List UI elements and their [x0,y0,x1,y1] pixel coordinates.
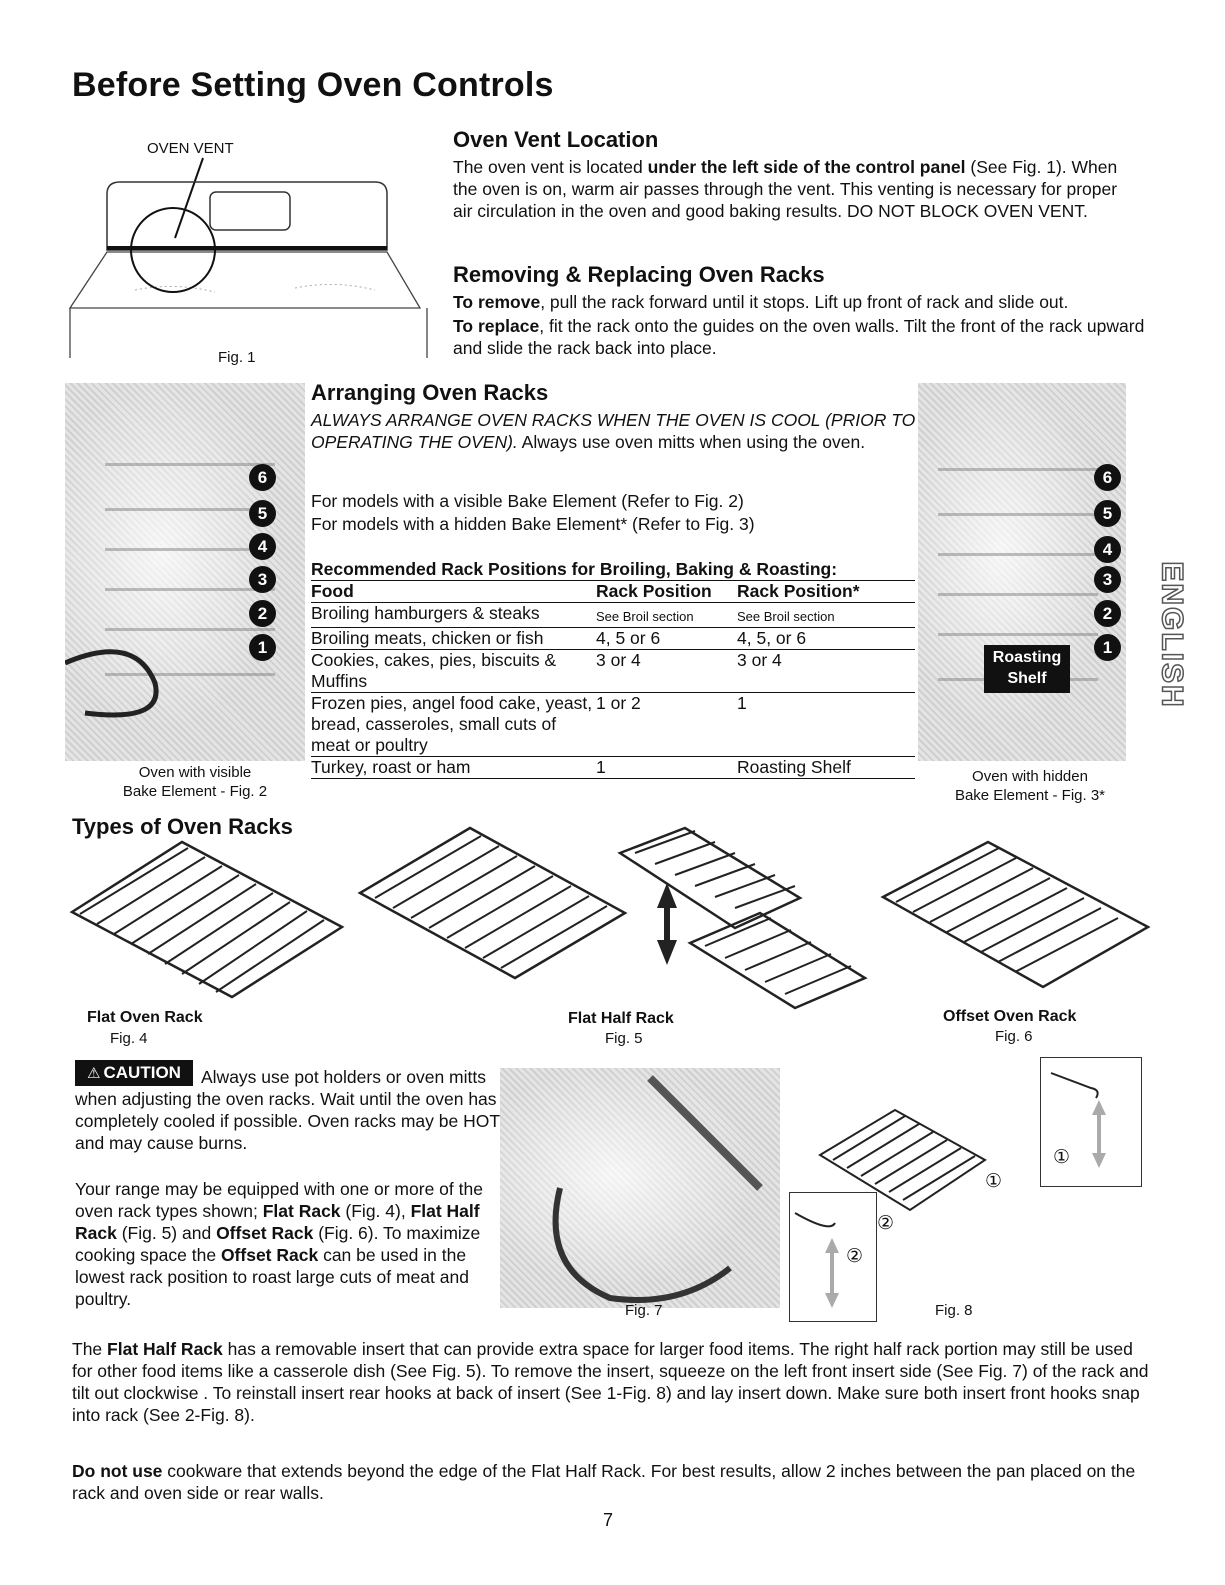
header-rack-position-hidden: Rack Position* [737,581,860,601]
remove-paragraph [453,291,1153,313]
header-rack-position: Rack Position [596,581,712,601]
arranging-heading: Arranging Oven Racks [311,380,549,405]
fig3-rack-6: 6 [1094,464,1121,491]
remove-text: , pull the rack forward until it stops. Lift up front of rack and slide out. [540,292,1069,312]
fig4-caption: Fig. 4 [110,1030,148,1047]
fig2-caption: Oven with visible Bake Element - Fig. 2 [122,764,268,800]
fig3-rack-5: 5 [1094,500,1121,527]
fig1-oven-vent-drawing [65,130,430,370]
fig8-marker-2: ② [846,1246,864,1267]
fig5-caption: Fig. 5 [605,1030,643,1047]
half-rack-paragraph: The Flat Half Rack has a removable insert that can provide extra space for larger food items. The right half rack portion may still be used for other food items like a casserole dish (See Fig. 5). To remove the insert, squeeze on the left front insert side (See Fig. 7) of the rack and tilt out clockwise . To reinstall insert rear hooks at back of insert (See 1-Fig. 8) and lay insert down. Make sure both insert front hooks snap into rack (See 2-Fig. 8). [72,1339,1149,1425]
replace-label: To replace [453,316,540,336]
fig8-detail-box-right [1040,1057,1142,1187]
page-title: Before Setting Oven Controls [72,66,554,104]
replace-text: , fit the rack onto the guides on the oven walls. Tilt the front of the rack upward and slide the rack back into place. [453,316,1145,358]
fig1-caption: Fig. 1 [218,349,256,366]
header-food: Food [311,581,354,601]
fig5-name: Flat Half Rack [568,1010,674,1027]
fig3-rack-4: 4 [1094,536,1121,563]
page-number: 7 [603,1510,614,1530]
table-row: Frozen pies, angel food cake, yeast, bread, casseroles, small cuts of meat or poultry 1 or 2 1 [311,693,915,757]
vent-paragraph [453,156,1133,222]
range-illustration [65,130,430,370]
fig8-caption: Fig. 8 [935,1302,973,1319]
fig7-caption: Fig. 7 [625,1302,663,1319]
fig8-marker-2-main: ② [877,1213,895,1234]
do-not-use-paragraph: Do not use cookware that extends beyond the edge of the Flat Half Rack. For best results, allow 2 inches between the pan placed on the rack and oven side or rear walls. [72,1461,1136,1503]
table-row: Broiling meats, chicken or fish 4, 5 or 6 4, 5, or 6 [311,628,915,650]
fig2-rack-3: 3 [249,566,276,593]
offset-oven-rack-drawing [878,842,1158,1002]
visible-element-line: For models with a visible Bake Element (Refer to Fig. 2) [311,491,744,511]
oven-vent-label: OVEN VENT [147,140,234,157]
remove-label: To remove [453,292,541,312]
fig6-caption: Fig. 6 [995,1028,1033,1045]
hidden-element-line: For models with a hidden Bake Element* (Refer to Fig. 3) [311,514,755,534]
fig3-caption: Oven with hidden Bake Element - Fig. 3* [954,768,1106,804]
types-heading: Types of Oven Racks [72,814,293,839]
caution-paragraph: Always use pot holders or oven mitts when adjusting the oven racks. Wait until the oven has completely cooled if possible. Oven racks may be HOT and may cause burns. [75,1067,500,1153]
fig6-name: Offset Oven Rack [943,1008,1077,1025]
fig2-rack-1: 1 [249,634,276,661]
flat-half-rack-drawing [355,828,875,1008]
replace-paragraph [453,315,1153,359]
fig8-marker-1: ① [1053,1147,1071,1168]
roasting-shelf-label: Roasting Shelf [984,645,1070,693]
warning-triangle-icon: ⚠ [87,1065,101,1082]
table-row: Turkey, roast or ham 1 Roasting Shelf [311,757,915,779]
vent-heading: Oven Vent Location [453,127,659,152]
fig2-rack-2: 2 [249,600,276,627]
flat-oven-rack-drawing [62,842,352,1002]
arranging-text: Always use oven mitts when using the oven. [517,432,866,452]
fig8-detail-box-left [789,1192,877,1322]
arranging-italic: ALWAYS ARRANGE OVEN RACKS WHEN THE OVEN IS COOL (PRIOR TO OPERATING THE OVEN). [311,410,916,452]
vent-text-2: (See Fig. 1). When the oven is on, warm air passes through the vent. This venting is necessary for proper air circulation in the oven and good baking results. DO NOT BLOCK OVEN VENT. [453,157,1118,221]
fig2-rack-6: 6 [249,464,276,491]
table-row: Cookies, cakes, pies, biscuits & Muffins 3 or 4 3 or 4 [311,650,915,693]
removing-heading: Removing & Replacing Oven Racks [453,262,825,287]
fig2-rack-4: 4 [249,533,276,560]
caution-badge: ⚠ CAUTION [75,1060,193,1086]
fig3-rack-1: 1 [1094,634,1121,661]
english-language-tab: ENGLISH [1156,561,1190,709]
vent-text-1: The oven vent is located [453,157,648,177]
vent-bold: under the left side of the control panel [647,157,966,177]
fig8-marker-1-main: ① [985,1171,1003,1192]
fig7-hand-squeezing-rack-photo [500,1068,780,1308]
rack-positions-table [311,558,915,779]
table-header-row [311,581,915,603]
fig3-rack-2: 2 [1094,600,1121,627]
table-row: Broiling hamburgers & steaks See Broil section See Broil section [311,603,915,628]
table-title: Recommended Rack Positions for Broiling, Baking & Roasting: [311,558,915,581]
range-paragraph: Your range may be equipped with one or more of the oven rack types shown; Flat Rack (Fig. 4), Flat Half Rack (Fig. 5) and Offset Rack (Fig. 6). To maximize cooking space the Offset Rack can be used in the lowest rack position to roast large cuts of meat and poultry. [75,1179,483,1309]
fig4-name: Flat Oven Rack [87,1009,203,1026]
arranging-paragraph [311,409,921,453]
fig3-rack-3: 3 [1094,566,1121,593]
fig2-rack-5: 5 [249,500,276,527]
